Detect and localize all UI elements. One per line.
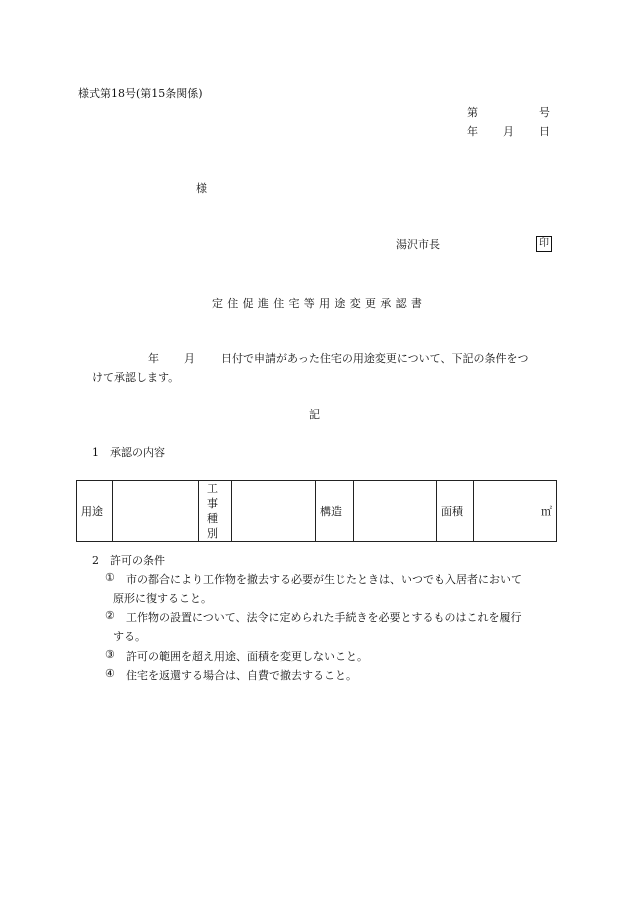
date-month: 月 [503, 125, 514, 138]
condition-4-number: ④ [105, 667, 115, 680]
body-text-line1: 日付で申請があった住宅の用途変更について、下記の条件をつ [221, 352, 529, 365]
table-row [77, 481, 557, 542]
doc-number-prefix: 第 [467, 106, 478, 119]
construction-kind-line2: 種別 [207, 512, 218, 540]
structure-label: 構造 [316, 481, 354, 542]
addressee-suffix: 様 [196, 182, 207, 195]
condition-1-line2: 原形に復すること。 [113, 592, 212, 605]
construction-kind-line1: 工事 [207, 482, 218, 510]
construction-kind-label [199, 481, 232, 542]
section1-heading: 1 承認の内容 [92, 446, 165, 459]
condition-3-line1: 許可の範囲を超え用途、面積を変更しないこと。 [126, 650, 368, 663]
condition-4-line1: 住宅を返還する場合は、自費で撤去すること。 [126, 669, 357, 682]
use-label: 用途 [77, 481, 113, 542]
section2-heading: 2 許可の条件 [92, 554, 165, 567]
condition-2-line1: 工作物の設置について、法令に定められた手続きを必要とするものはこれを履行 [126, 611, 522, 624]
approval-table [76, 480, 557, 542]
date-year: 年 [467, 125, 478, 138]
area-unit: ㎡ [474, 481, 557, 542]
body-year: 年 [148, 352, 159, 365]
doc-number-suffix: 号 [539, 106, 550, 119]
condition-3-number: ③ [105, 648, 115, 661]
document-title: 定住促進住宅等用途変更承認書 [212, 297, 427, 310]
construction-kind-value-cell [232, 481, 316, 542]
condition-1-line1: 市の都合により工作物を撤去する必要が生じたときは、いつでも入居者において [126, 573, 522, 586]
condition-1-number: ① [105, 571, 115, 584]
body-month: 月 [184, 352, 195, 365]
condition-2-line2: する。 [113, 630, 146, 643]
form-number: 様式第18号(第15条関係) [78, 87, 203, 100]
date-day: 日 [539, 125, 550, 138]
area-label: 面積 [437, 481, 474, 542]
use-value-cell [113, 481, 199, 542]
seal-mark: 印 [536, 236, 552, 252]
ki-label: 記 [309, 408, 320, 421]
issuer-name: 湯沢市長 [396, 238, 440, 251]
condition-2-number: ② [105, 609, 115, 622]
structure-value-cell [354, 481, 437, 542]
body-text-line2: けて承認します。 [92, 371, 180, 384]
